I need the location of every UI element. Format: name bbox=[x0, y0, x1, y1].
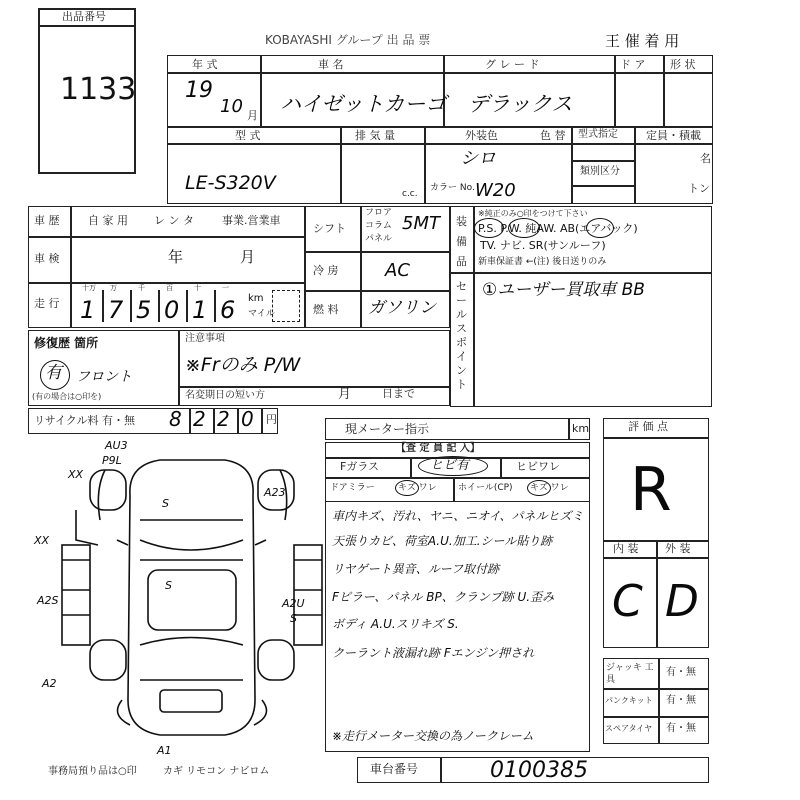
recycle-digit: 2 bbox=[217, 407, 230, 431]
tool-jack-label: ジャッキ 工 具 bbox=[606, 663, 654, 685]
remark-line: 車内キズ、汚れ、ヤニ、ニオイ、パネルヒズミ bbox=[332, 509, 584, 523]
diagram-mark-bottom: A1 bbox=[157, 744, 172, 757]
car-name-value: ハイゼットカーゴ bbox=[280, 92, 447, 116]
ac-value: AC bbox=[385, 260, 410, 281]
designation-label: 型式指定 bbox=[578, 129, 618, 140]
meter-unit: km bbox=[572, 422, 590, 435]
wheel-value: キズ ワレ bbox=[530, 483, 569, 493]
car-name-label: 車 名 bbox=[318, 58, 344, 71]
month-value: 10 bbox=[220, 96, 243, 117]
wheel-label: ホイール(CP) bbox=[458, 483, 513, 493]
equipment-items-1: P.S. P.W. 純AW. AB(エアバック) bbox=[478, 222, 638, 235]
mileage-digit: 5 bbox=[136, 296, 152, 324]
repair-value: 有 bbox=[45, 363, 62, 383]
front-glass-label: Fガラス bbox=[340, 460, 379, 473]
recycle-digit: 0 bbox=[241, 407, 254, 431]
history-option-private[interactable]: 自 家 用 bbox=[88, 214, 128, 227]
rename-month-unit: 月 bbox=[338, 387, 352, 402]
repair-location: フロント bbox=[76, 369, 132, 385]
mile-unit: マイル bbox=[248, 309, 275, 319]
km-unit: km bbox=[248, 293, 264, 304]
interior-label: 内 装 bbox=[613, 542, 639, 555]
history-option-business[interactable]: 事業.営業車 bbox=[222, 214, 281, 227]
shift-value: 5MT bbox=[402, 213, 440, 234]
grade-value: デラックス bbox=[468, 92, 573, 116]
mileage-digit: 6 bbox=[220, 296, 236, 324]
sales-point-side-label: セールスポイント bbox=[456, 280, 467, 391]
lot-number: 1133 bbox=[60, 72, 137, 107]
equipment-note: ※純正のみ○印をつけて下さい bbox=[478, 209, 588, 218]
score-label: 評 価 点 bbox=[628, 420, 668, 433]
color-no-value: W20 bbox=[475, 180, 516, 201]
recycle-label: リサイクル料 有・無 bbox=[34, 414, 135, 427]
year-value: 19 bbox=[185, 78, 213, 103]
remark-line: 天張りカビ、荷室A.U.加工.シール貼り跡 bbox=[332, 534, 553, 548]
equipment-side-label: 装備品 bbox=[456, 215, 467, 268]
interior-value: C bbox=[612, 576, 643, 627]
history-option-rental[interactable]: レ ン タ bbox=[154, 214, 194, 227]
model-value: LE-S320V bbox=[185, 172, 276, 194]
color-change-label: 色 替 bbox=[540, 129, 566, 142]
cc-unit: c.c. bbox=[402, 189, 418, 199]
ac-label: 冷 房 bbox=[313, 264, 339, 277]
grade-label: グ レ ー ド bbox=[485, 58, 540, 71]
office-note: 事務局預り品は○印 bbox=[48, 766, 137, 777]
sales-point-text: ①ユーザー買取車 BB bbox=[482, 280, 645, 300]
diagram-mark-top2: P9L bbox=[102, 454, 122, 467]
mileage-digit-label: 千 bbox=[138, 284, 145, 292]
mileage-digit: 1 bbox=[80, 296, 96, 324]
tool-puncture-value[interactable]: 有・無 bbox=[666, 695, 696, 706]
shift-option-panel: パネル bbox=[365, 234, 393, 244]
warranty-label: 新車保証書 ←(注) 後日送りのみ bbox=[478, 257, 607, 267]
tool-jack-value[interactable]: 有・無 bbox=[666, 667, 696, 678]
mirror-label: ドアミラー bbox=[330, 483, 375, 493]
diagram-mark-hood: S bbox=[162, 497, 169, 510]
front-glass-crack-label: ヒビワレ bbox=[516, 460, 560, 473]
month-unit: 月 bbox=[247, 109, 258, 122]
lot-number-label: 出品番号 bbox=[62, 10, 106, 23]
recycle-digit: 8 bbox=[169, 407, 182, 431]
mileage-digit: 0 bbox=[164, 296, 180, 324]
mileage-label: 走 行 bbox=[34, 297, 60, 310]
inspection-month-unit: 月 bbox=[240, 248, 256, 266]
capacity-label: 定員・積載 bbox=[646, 129, 701, 142]
notes-label: 注意事項 bbox=[185, 333, 225, 344]
diagram-mark-roof: S bbox=[165, 579, 172, 592]
color-no-label: カラー No. bbox=[430, 183, 475, 193]
diagram-mark-left-top: XX bbox=[68, 468, 84, 481]
persons-unit: 名 bbox=[700, 152, 711, 165]
mileage-digit: 7 bbox=[108, 296, 124, 324]
notes-text: ※Frのみ P/W bbox=[185, 354, 301, 376]
tool-spare-label: スペアタイヤ bbox=[605, 724, 653, 733]
remark-line: Fピラー、パネル BP、クランプ跡 U.歪み bbox=[332, 590, 555, 604]
diagram-mark-top1: AU3 bbox=[105, 439, 128, 452]
door-label: ド ア bbox=[620, 58, 646, 71]
color-label: 外装色 bbox=[465, 129, 498, 142]
rename-day-unit: 日まで bbox=[382, 387, 415, 400]
tool-spare-value[interactable]: 有・無 bbox=[666, 723, 696, 734]
repair-note: (有の場合は○印を) bbox=[32, 392, 102, 401]
chassis-label: 車台番号 bbox=[370, 762, 419, 776]
front-glass-value: ヒビ有 bbox=[430, 458, 470, 473]
fuel-value: ガソリン bbox=[368, 298, 436, 318]
venue-label: 王 催 着 用 bbox=[605, 32, 680, 50]
remark-line: リヤゲート異音、ルーフ取付跡 bbox=[332, 562, 500, 576]
tool-puncture-label: パンクキット bbox=[605, 696, 653, 705]
diagram-mark-left-door: A2S bbox=[37, 594, 59, 607]
auction-title: KOBAYASHI グループ 出 品 票 bbox=[265, 33, 431, 47]
inspection-year-unit: 年 bbox=[168, 248, 184, 266]
exterior-label: 外 装 bbox=[665, 542, 691, 555]
shift-option-column: コラム bbox=[365, 221, 392, 231]
mileage-digit-label: 百 bbox=[166, 284, 173, 292]
diagram-mark-right-top: A23 bbox=[264, 486, 286, 499]
history-label: 車 歴 bbox=[34, 214, 60, 227]
remark-line: ※走行メーター交換の為ノークレーム bbox=[332, 729, 534, 743]
mileage-digit-label: 一 bbox=[222, 284, 229, 292]
diagram-mark-right-door2: S bbox=[290, 612, 297, 625]
mileage-digit-label: 万 bbox=[110, 284, 117, 292]
yen-unit: 円 bbox=[266, 413, 277, 426]
repair-label: 修復歴 箇所 bbox=[34, 336, 99, 350]
displacement-label: 排 気 量 bbox=[355, 129, 395, 142]
inspection-label: 車 検 bbox=[34, 252, 60, 265]
mirror-value: キズ ワレ bbox=[398, 483, 437, 493]
mileage-digit: 1 bbox=[192, 296, 208, 324]
rename-label: 名変期日の短い方 bbox=[185, 390, 265, 401]
diagram-mark-left-low: A2 bbox=[42, 677, 57, 690]
recycle-digit: 2 bbox=[193, 407, 206, 431]
year-label: 年 式 bbox=[192, 58, 218, 71]
diagram-mark-left-mid: XX bbox=[34, 534, 50, 547]
score-value: R bbox=[630, 455, 672, 525]
chassis-value: 0100385 bbox=[490, 758, 588, 783]
diagram-mark-right-door: A2U bbox=[282, 597, 305, 610]
inspector-title: 【査 定 員 記 入】 bbox=[396, 443, 480, 454]
color-value: シロ bbox=[460, 148, 496, 169]
model-label: 型 式 bbox=[235, 129, 261, 142]
mileage-digit-label: 十 bbox=[194, 284, 201, 292]
fuel-label: 燃 料 bbox=[313, 303, 339, 316]
category-label: 類別区分 bbox=[580, 166, 620, 177]
exterior-value: D bbox=[665, 576, 699, 627]
remark-line: クーラント液漏れ跡 Fエンジン押され bbox=[332, 646, 535, 660]
shift-option-floor: フロア bbox=[365, 208, 393, 218]
equipment-items-2: TV. ナビ. SR(サンルーフ) bbox=[480, 239, 606, 252]
mileage-digit-label: 十万 bbox=[82, 284, 96, 292]
shift-label: シフト bbox=[313, 222, 346, 235]
office-items: カギ リモコン ナビロム bbox=[163, 766, 270, 777]
ton-unit: トン bbox=[688, 182, 710, 195]
meter-label: 現メーター指示 bbox=[345, 422, 430, 436]
shape-label: 形 状 bbox=[670, 58, 696, 71]
remark-line: ボディ A.U.スリキズ S. bbox=[332, 617, 459, 631]
